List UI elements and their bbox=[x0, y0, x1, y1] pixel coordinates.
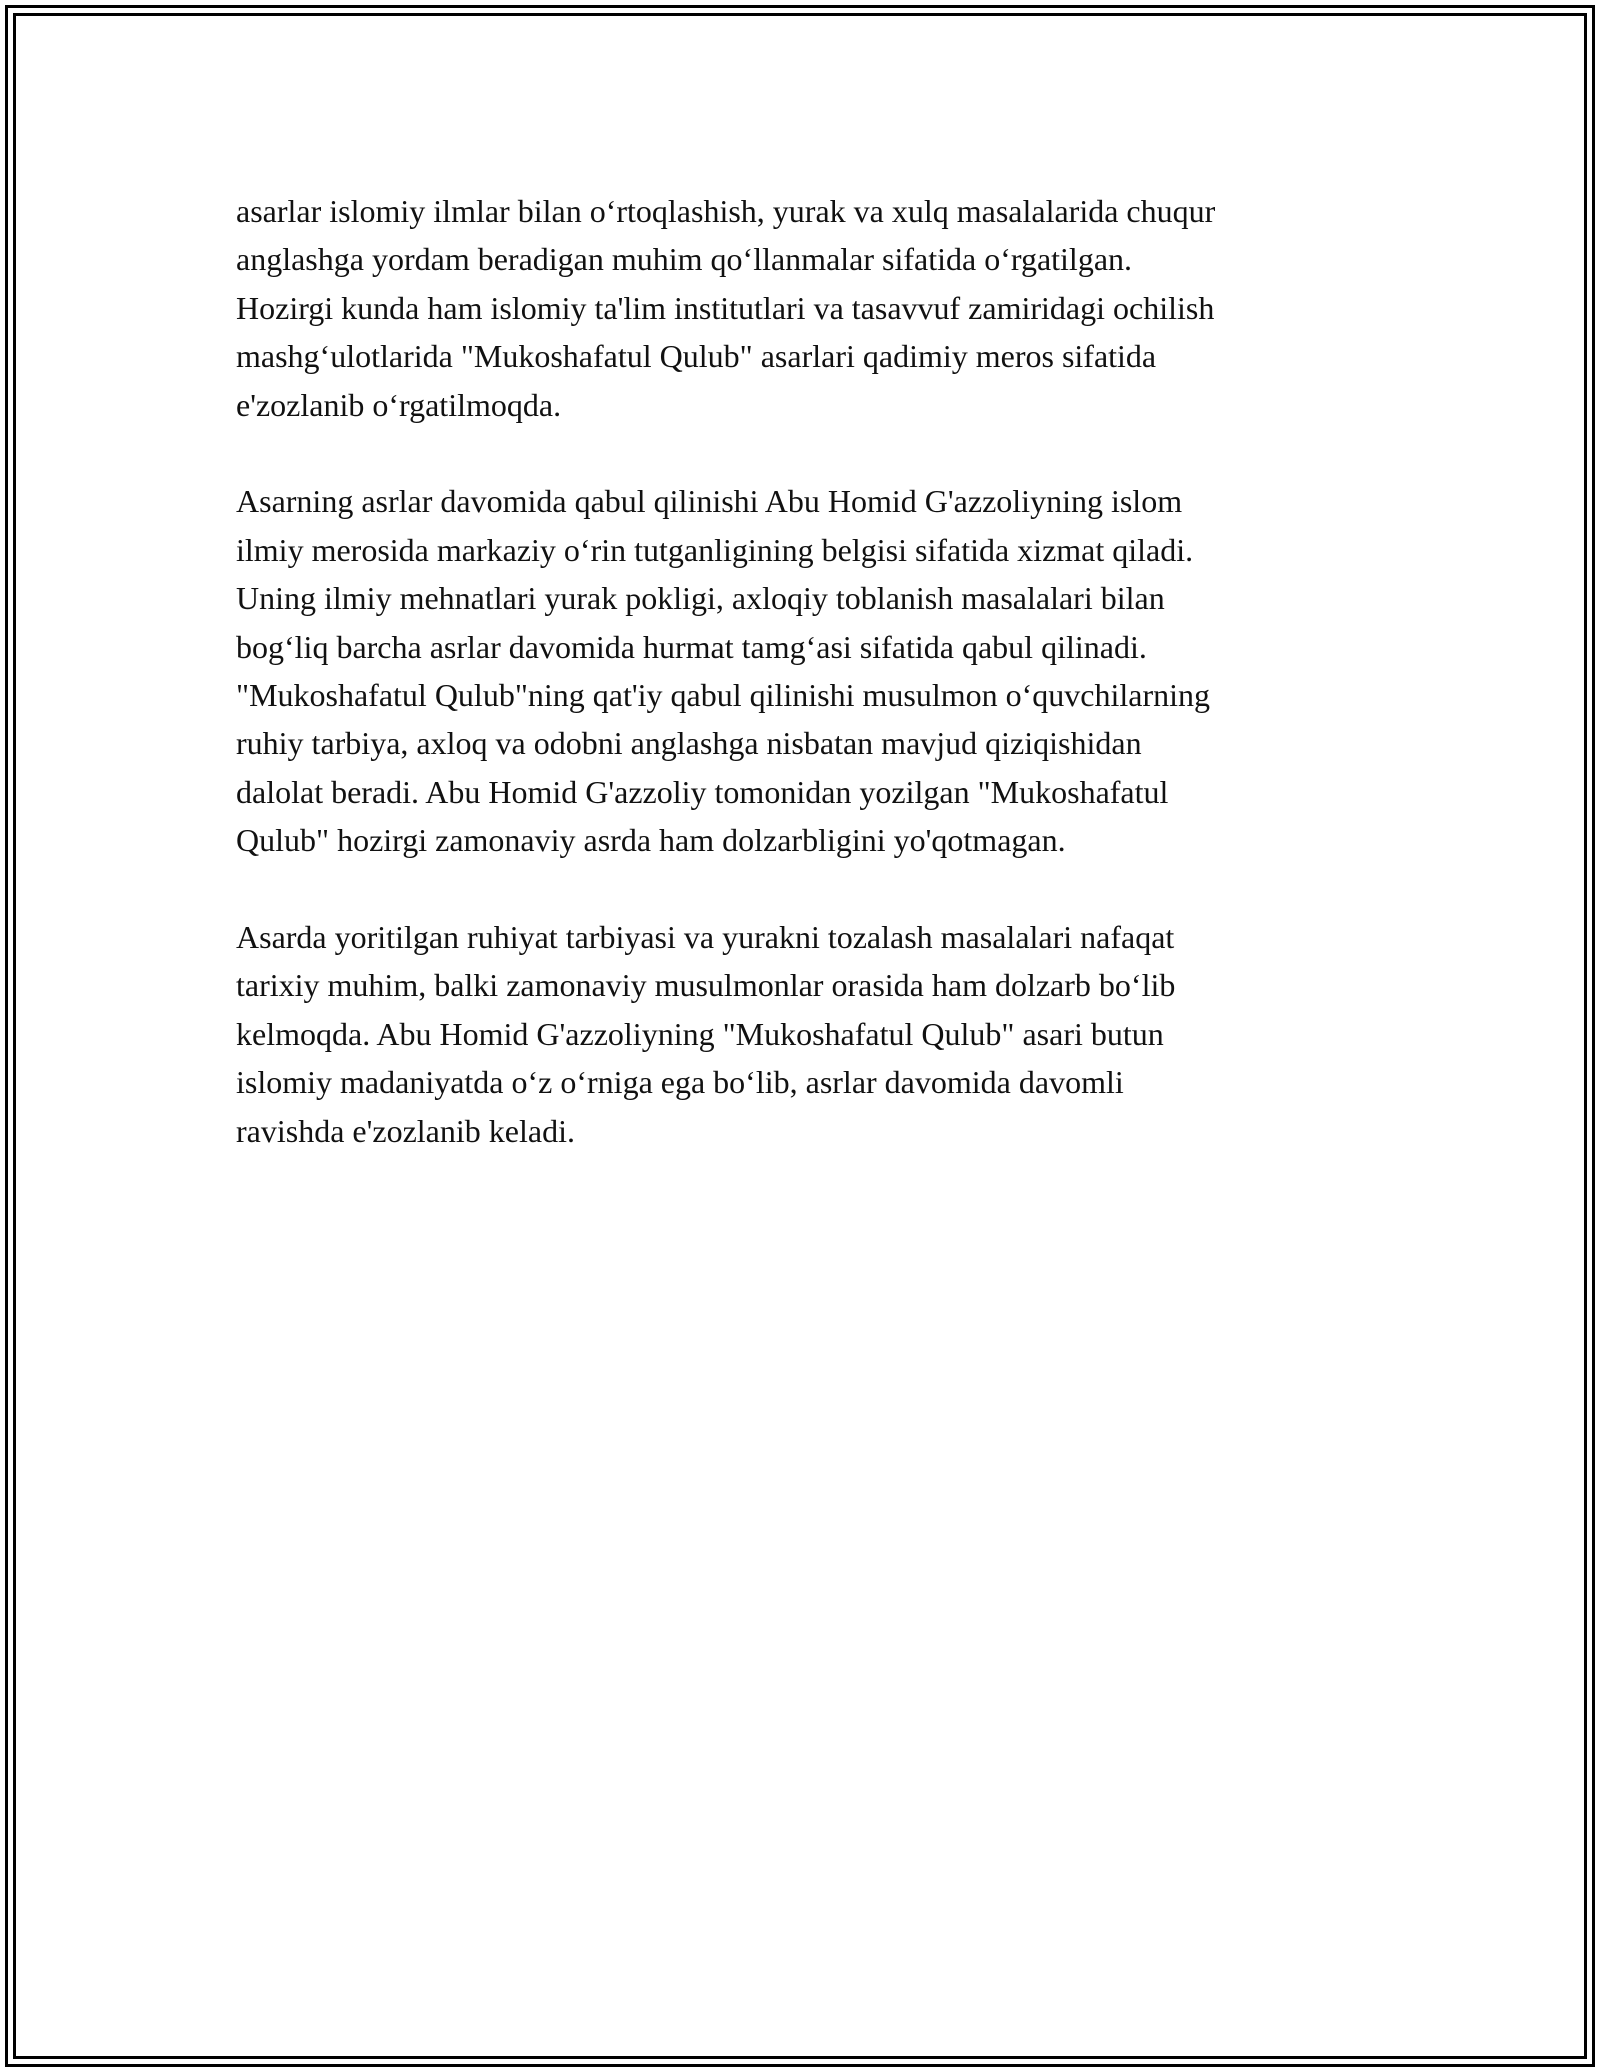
text-line: Qulub" hozirgi zamonaviy asrda ham dolzarbligini yo'qotmagan. bbox=[236, 822, 1066, 859]
text-line: Asarda yoritilgan ruhiyat tarbiyasi va yurakni tozalash masalalari nafaqat bbox=[236, 919, 1175, 956]
text-line: mashg‘ulotlarida "Mukoshafatul Qulub" asarlari qadimiy meros sifatida bbox=[236, 338, 1157, 375]
document-body bbox=[236, 187, 1386, 1155]
text-line: ravishda e'zozlanib keladi. bbox=[236, 1112, 575, 1149]
text-line: ruhiy tarbiya, axloq va odobni anglashga nisbatan mavjud qiziqishidan bbox=[236, 725, 1142, 762]
text-line: anglashga yordam beradigan muhim qo‘llanmalar sifatida o‘rgatilgan. bbox=[236, 241, 1133, 278]
paragraph bbox=[236, 187, 1386, 429]
paragraph bbox=[236, 477, 1386, 864]
text-line: asarlar islomiy ilmlar bilan o‘rtoqlashish, yurak va xulq masalalarida chuqur bbox=[236, 193, 1216, 229]
text-line: "Mukoshafatul Qulub"ning qat'iy qabul qilinishi musulmon o‘quvchilarning bbox=[236, 677, 1211, 714]
text-line: bog‘liq barcha asrlar davomida hurmat tamg‘asi sifatida qabul qilinadi. bbox=[236, 628, 1147, 665]
text-line: Hozirgi kunda ham islomiy ta'lim institutlari va tasavvuf zamiridagi ochilish bbox=[236, 289, 1215, 326]
text-line: Asarning asrlar davomida qabul qilinishi Abu Homid G'azzoliyning islom bbox=[236, 483, 1183, 520]
text-line: dalolat beradi. Abu Homid G'azzoliy tomonidan yozilgan "Mukoshafatul bbox=[236, 773, 1169, 810]
text-line: kelmoqda. Abu Homid G'azzoliyning "Mukoshafatul Qulub" asari butun bbox=[236, 1015, 1164, 1052]
paragraph bbox=[236, 913, 1386, 1155]
text-line: e'zozlanib o‘rgatilmoqda. bbox=[236, 386, 562, 423]
text-line: Uning ilmiy mehnatlari yurak pokligi, axloqiy toblanish masalalari bilan bbox=[236, 580, 1165, 617]
text-line: ilmiy merosida markaziy o‘rin tutganligining belgisi sifatida xizmat qiladi. bbox=[236, 531, 1194, 568]
text-line: islomiy madaniyatda o‘z o‘rniga ega bo‘lib, asrlar davomida davomli bbox=[236, 1064, 1124, 1101]
text-line: tarixiy muhim, balki zamonaviy musulmonlar orasida ham dolzarb bo‘lib bbox=[236, 967, 1176, 1004]
